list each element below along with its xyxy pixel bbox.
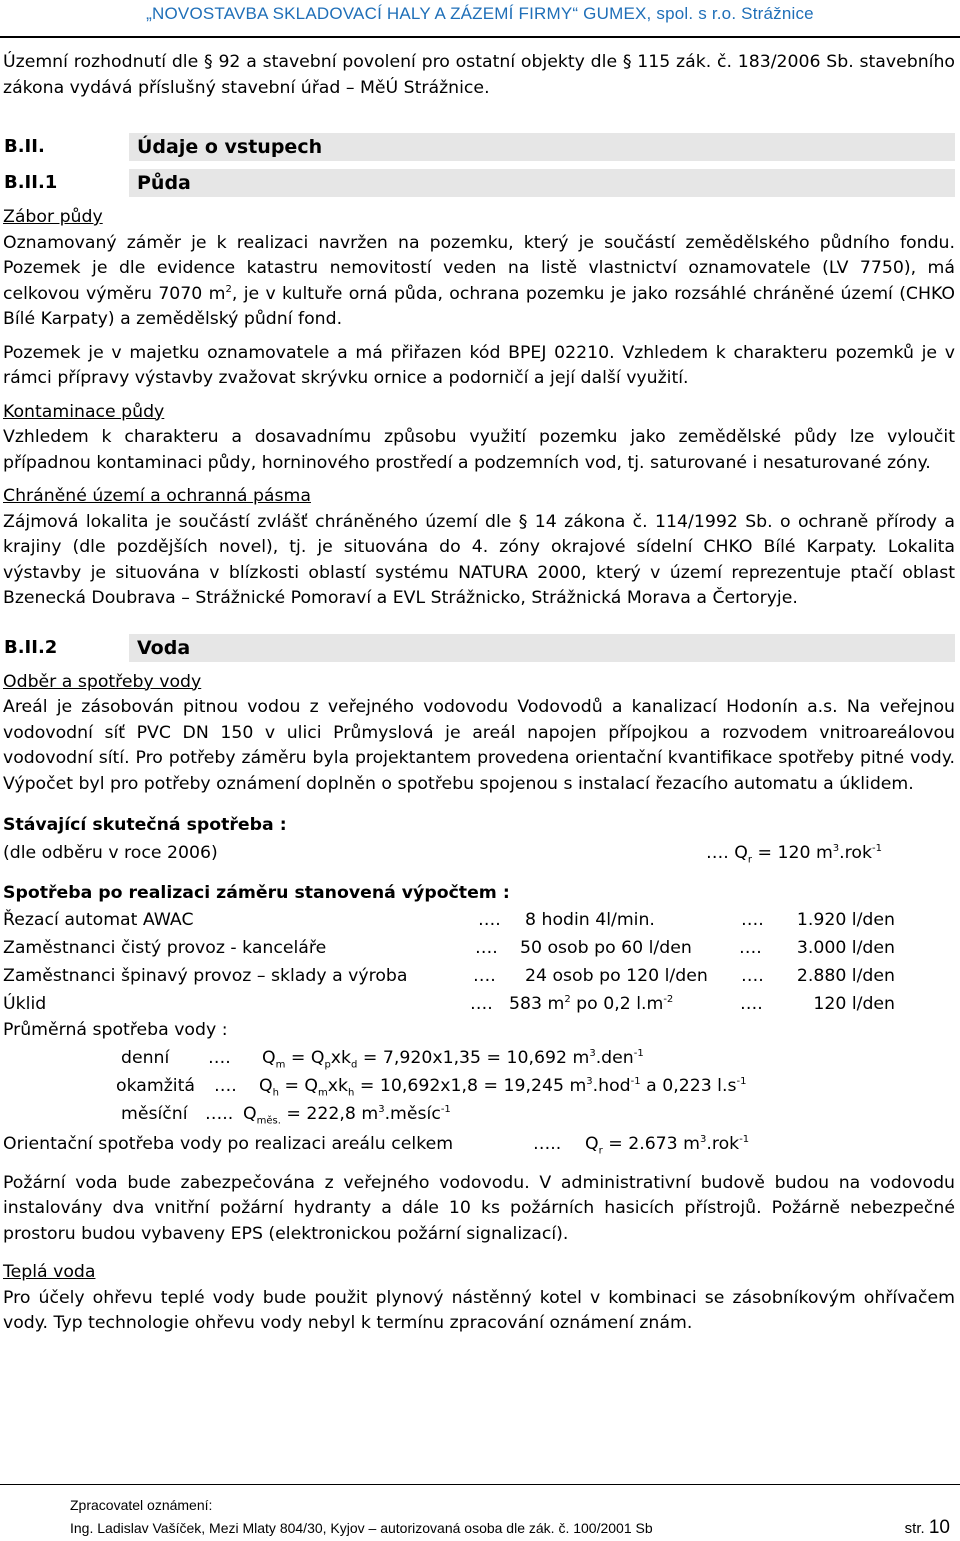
paragraph-tepla-voda: Pro účely ohřevu teplé vody bude použit plynový nástěnný kotel v kombinaci se zásobníkovým ohřívačem vody. Typ technologie ohřevu vody nebyl k termínu zpracování oznámení znám. [3,1287,955,1333]
section-heading-b21 [3,169,955,197]
text-run: = 10,692x1,8 = 19,245 m [354,1075,587,1096]
text-run: a 0,223 l.s [640,1075,737,1096]
section-title: Půda [129,169,955,197]
text-run: = Q [285,1047,325,1068]
superscript: 3 [700,1133,707,1145]
superscript: -1 [736,1075,747,1087]
stavajici-value [706,839,882,867]
paragraph-odber: Areál je zásobován pitnou vodou z veřejného vodovodu Vodovodů a kanalizací Hodonín a.s. Na veřejnou vodovodní síť PVC DN 150 v ulici Průmyslová je areál napojen přípojkou a rozvodem vnitroareálovou vodovodní sítí. Pro potřeby záměru byla projektantem provedena orientační kvantifikace spotřeby pitné vody. Výpočet byl pro potřeby oznámení doplněn o spotřebu spojenou s instalací řezacího automatu a úklidem. [3,697,955,794]
subscript: r [747,853,752,865]
text-run: = 7,920x1,35 = 10,692 m [357,1047,590,1068]
text-run: xk [330,1047,352,1068]
text-run: .měsíc [384,1103,441,1124]
intro-paragraph: Územní rozhodnutí dle § 92 a stavební povolení pro ostatní objekty dle § 115 zák. č. 183/2006 Sb. stavebního zákona vydává příslušný stavební úřad – MěÚ Strážnice. [3,52,955,98]
formula-expression [243,1100,451,1128]
section-number: B.II.1 [4,172,58,194]
superscript: -1 [871,842,882,854]
leader-dots: …. [208,1047,231,1068]
consumption-calc: 24 osob po 120 l/den [525,966,708,986]
leader-dots: …. [741,910,764,930]
leader-dots: …. [473,966,496,986]
formula-label: měsíční [121,1103,188,1124]
text-run: = Q [278,1075,319,1096]
leader-dots: …. [214,1075,237,1096]
document-body [3,50,955,1337]
section-number: B.II.2 [4,636,58,658]
superscript: 2 [564,994,571,1006]
superscript: -1 [440,1103,451,1115]
leader-dots: …. [740,994,763,1014]
leader-dots: ….. [533,1133,562,1154]
subheading-odber: Odběr a spotřeby vody [3,671,202,692]
consumption-row [3,906,955,934]
subscript: r [598,1144,603,1156]
formula-okamzita [3,1072,955,1100]
text-run: = 222,8 m [280,1103,379,1124]
stavajici-label: (dle odběru v roce 2006) [3,842,218,863]
paragraph-chranene-uzemi: Zájmová lokalita je součástí zvlášť chráněného území dle § 14 zákona č. 114/1992 Sb. o ochraně přírody a krajiny (dle pozdějších novel), tj. je situována do 4. zóny okrajové sídelní CHKO Bílé Karpaty. Lokalita výstavby je situována v blízkosti oblastí systému NATURA 2000, který v území reprezentuje ptačí oblast Bzenecká Doubrava – Strážnické Pomoraví a EVL Strážnicko, Strážnická Morava a Čertoryje. [3,511,955,608]
consumption-name: Řezací automat AWAC [3,910,194,930]
footer-line [70,1516,950,1540]
paragraph-pozarni-voda: Požární voda bude zabezpečována z veřejného vodovodu. V administrativní budově budou na vodovodu instalovány dva vnitřní požární hydranty a dále 10 ks požárních hasicích přístrojů. Požárně nebezpečné prostoru budou vybaveny EPS (elektronickou požární signalizací). [3,1172,955,1244]
subscript: měs. [256,1114,281,1126]
footer-author: Ing. Ladislav Vašíček, Mezi Mlaty 804/30, Kyjov – autorizovaná osoba dle zák. č. 100/2001 Sb [70,1520,653,1536]
superscript: -2 [663,994,674,1006]
page-header-title: „NOVOSTAVBA SKLADOVACÍ HALY A ZÁZEMÍ FIRMY“ GUMEX, spol. s r.o. Strážnice [146,4,814,23]
text-run: .den [595,1047,634,1068]
text-run: Q [243,1103,257,1124]
leader-dots: …. [739,938,762,958]
page-footer [70,1494,950,1540]
superscript: -1 [739,1133,750,1145]
formula-denni [3,1044,955,1072]
consumption-result: 1.920 l/den [796,910,895,930]
footer-label: Zpracovatel oznámení: [70,1497,213,1513]
subscript: p [324,1058,331,1070]
consumption-name: Úklid [3,994,47,1014]
superscript: -1 [633,1047,644,1059]
text-run: , je v kultuře orná půda, ochrana pozemku je jako rozsáhlé chráněné území (CHKO Bílé Karpaty) a zemědělský půdní fond. [3,283,955,329]
section-number: B.II. [4,136,45,158]
text-run: .rok [839,842,872,863]
section-title: Voda [129,634,955,662]
text-run: Q [262,1047,276,1068]
text-run: Q [259,1075,273,1096]
consumption-result: 3.000 l/den [796,938,895,958]
superscript: 3 [586,1075,593,1087]
orientacni-value [585,1130,749,1158]
superscript: 3 [832,842,840,854]
superscript: -1 [630,1075,641,1087]
subscript: d [351,1058,358,1070]
footer-divider [0,1484,960,1485]
subheading-chranene-uzemi: Chráněné území a ochranná pásma [3,486,311,506]
leader-dots: …. [741,966,764,986]
page-prefix: str. [904,1520,925,1537]
subheading-po-realizaci: Spotřeba po realizaci záměru stanovená výpočtem : [3,882,510,903]
subheading-kontaminace: Kontaminace půdy [3,401,165,422]
subscript: h [272,1086,279,1098]
formula-expression [262,1044,644,1072]
text-run: po 0,2 l.m [570,994,664,1014]
text-run: = 2.673 m [602,1133,701,1154]
consumption-result: 120 l/den [813,994,895,1014]
section-heading-b22 [3,634,955,662]
section-heading-b2 [3,133,955,161]
text-run: .hod [592,1075,631,1096]
section-title: Údaje o vstupech [129,133,955,161]
consumption-row [3,990,955,1018]
subscript: h [348,1086,355,1098]
formula-mesicni [3,1100,955,1128]
orientacni-row [3,1130,955,1158]
formula-label: denní [121,1047,170,1068]
consumption-calc [509,990,673,1018]
text-run: Oznamovaný záměr je k realizaci navržen na pozemku, který je součástí zemědělského půdního fondu. Pozemek je dle evidence katastru nemovitostí veden na listě vlastnictví oznamovatele (LV 7750), má celkovou výměru 7070 m [3,232,955,304]
consumption-name: Zaměstnanci čistý provoz - kanceláře [3,938,327,958]
formula-expression [259,1072,746,1100]
subscript: m [318,1086,328,1098]
subscript: m [275,1058,286,1070]
superscript: 3 [378,1103,385,1115]
text-run: .rok [706,1133,740,1154]
consumption-calc: 50 osob po 60 l/den [520,938,692,958]
text-run: = 120 m [752,842,833,863]
page-number-value: 10 [928,1517,950,1538]
subheading-stavajici: Stávající skutečná spotřeba : [3,815,287,835]
leader-dots: …. [478,910,501,930]
subheading-prumerna: Průměrná spotřeba vody : [3,1020,228,1040]
subheading-tepla-voda: Teplá voda [3,1262,96,1282]
text-run: Q [585,1133,599,1154]
subheading-zabor: Zábor půdy [3,207,103,227]
consumption-calc: 8 hodin 4l/min. [525,910,655,930]
paragraph-vlastnictvi: Pozemek je v majetku oznamovatele a má přiřazen kód BPEJ 02210. Vzhledem k charakteru pozemků je v rámci přípravy výstavby zvažovat skrývku ornice a podorničí a její další využití. [3,342,955,388]
text-run: 583 m [509,994,565,1014]
text-run: xk [327,1075,349,1096]
paragraph-kontaminace: Vzhledem k charakteru a dosavadnímu způsobu využití pozemku jako zemědělské půdy lze vyloučit případnou kontaminaci půdy, horninového prostředí a podzemních vod, tj. saturované i nesaturované zóny. [3,427,955,473]
leader-dots: …. [470,994,493,1014]
consumption-name: Zaměstnanci špinavý provoz – sklady a výroba [3,966,408,986]
orientacni-label: Orientační spotřeba vody po realizaci areálu celkem [3,1133,454,1154]
consumption-row [3,934,955,962]
stavajici-row [3,839,955,867]
consumption-row [3,962,955,990]
header-divider [0,36,960,38]
text-run: …. Q [706,842,748,863]
page-number [905,1516,950,1541]
superscript: 3 [589,1047,596,1059]
formula-label: okamžitá [116,1075,195,1096]
leader-dots: ….. [205,1103,234,1124]
leader-dots: …. [475,938,498,958]
superscript: 2 [225,283,232,295]
paragraph-zabor [3,231,955,333]
consumption-result: 2.880 l/den [796,966,895,986]
